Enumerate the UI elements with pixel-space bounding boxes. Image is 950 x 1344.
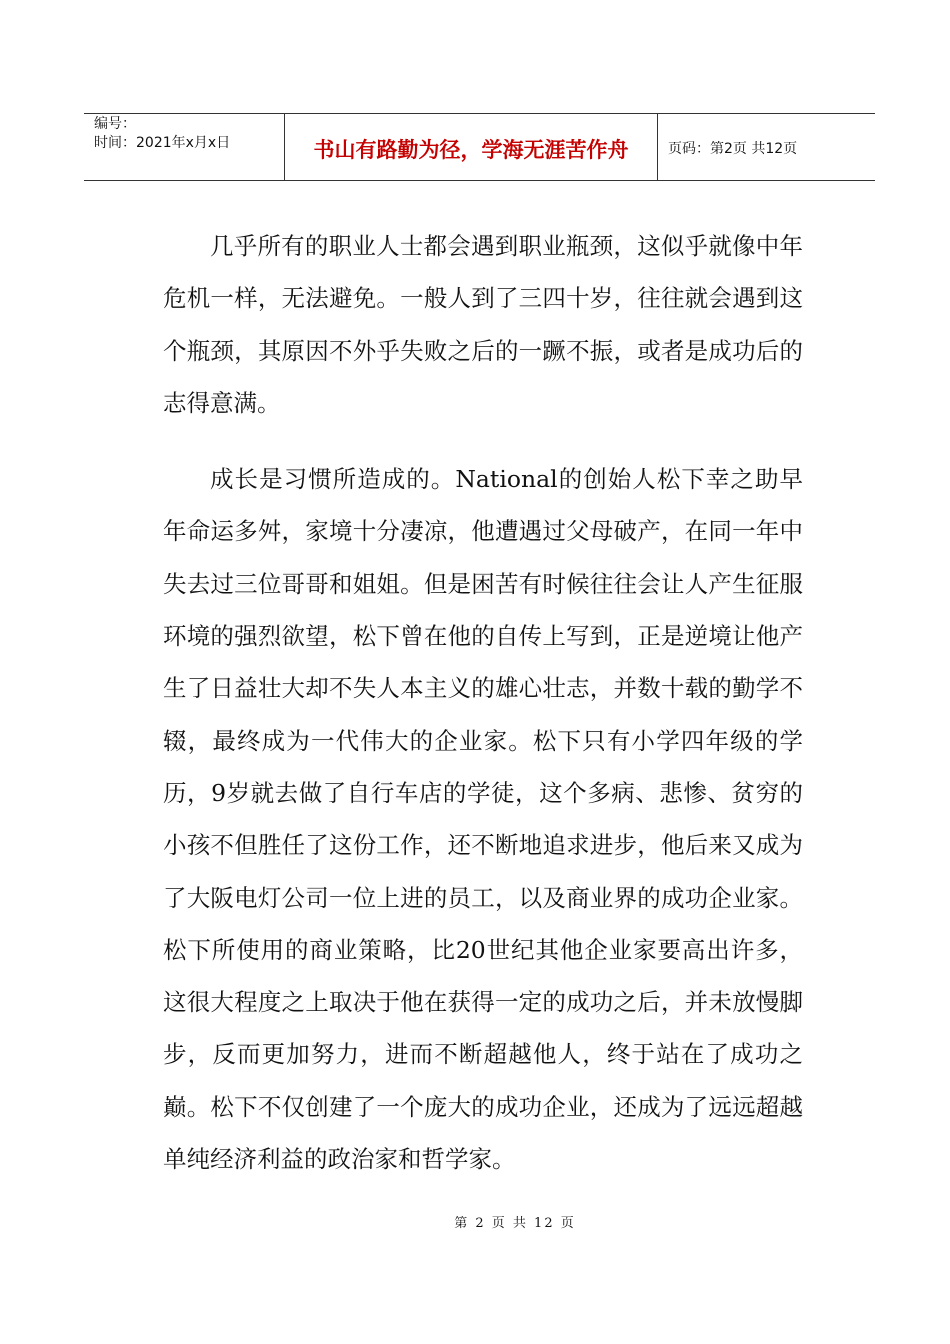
document-number-label: 编号： [94,116,136,132]
document-body [163,220,803,1185]
body-paragraph: 成长是习惯所造成的。National的创始人松下幸之助早年命运多舛，家境十分凄凉，他遭遇过父母破产，在同一年中失去过三位哥哥和姐姐。但是困苦有时候往往会让人产生征服环境的强烈欲望，松下曾在他的自传上写到，正是逆境让他产生了日益壮大却不失人本主义的雄心壮志，并数十载的勤学不辍，最终成为一代伟大的企业家。松下只有小学四年级的学历，9岁就去做了自行车店的学徒，这个多病、悲惨、贫穷的小孩不但胜任了这份工作，还不断地追求进步，他后来又成为了大阪电灯公司一位上进的员工，以及商业界的成功企业家。松下所使用的商业策略，比20世纪其他企业家要高出许多，这很大程度之上取决于他在获得一定的成功之后，并未放慢脚步，反而更加努力，进而不断超越他人，终于站在了成功之巅。松下不仅创建了一个庞大的成功企业，还成为了远远超越单纯经济利益的政治家和哲学家。 [163,465,803,1174]
footer-page-number: 第 2 页 共 12 页 [454,1216,576,1231]
header-meta-cell [84,114,285,180]
page-footer [0,1212,950,1231]
header-motto-cell [285,114,658,180]
header-page-cell [658,114,875,180]
body-paragraph: 几乎所有的职业人士都会遇到职业瓶颈，这似乎就像中年危机一样，无法避免。一般人到了三四十岁，往往就会遇到这个瓶颈，其原因不外乎失败之后的一蹶不振，或者是成功后的志得意满。 [163,232,803,417]
header-motto: 书山有路勤为径，学海无涯苦作舟 [313,138,629,162]
document-time-label: 时间：2021年x月x日 [94,135,231,151]
document-header [84,113,875,181]
header-page-indicator: 页码：第2页 共12页 [668,141,798,157]
